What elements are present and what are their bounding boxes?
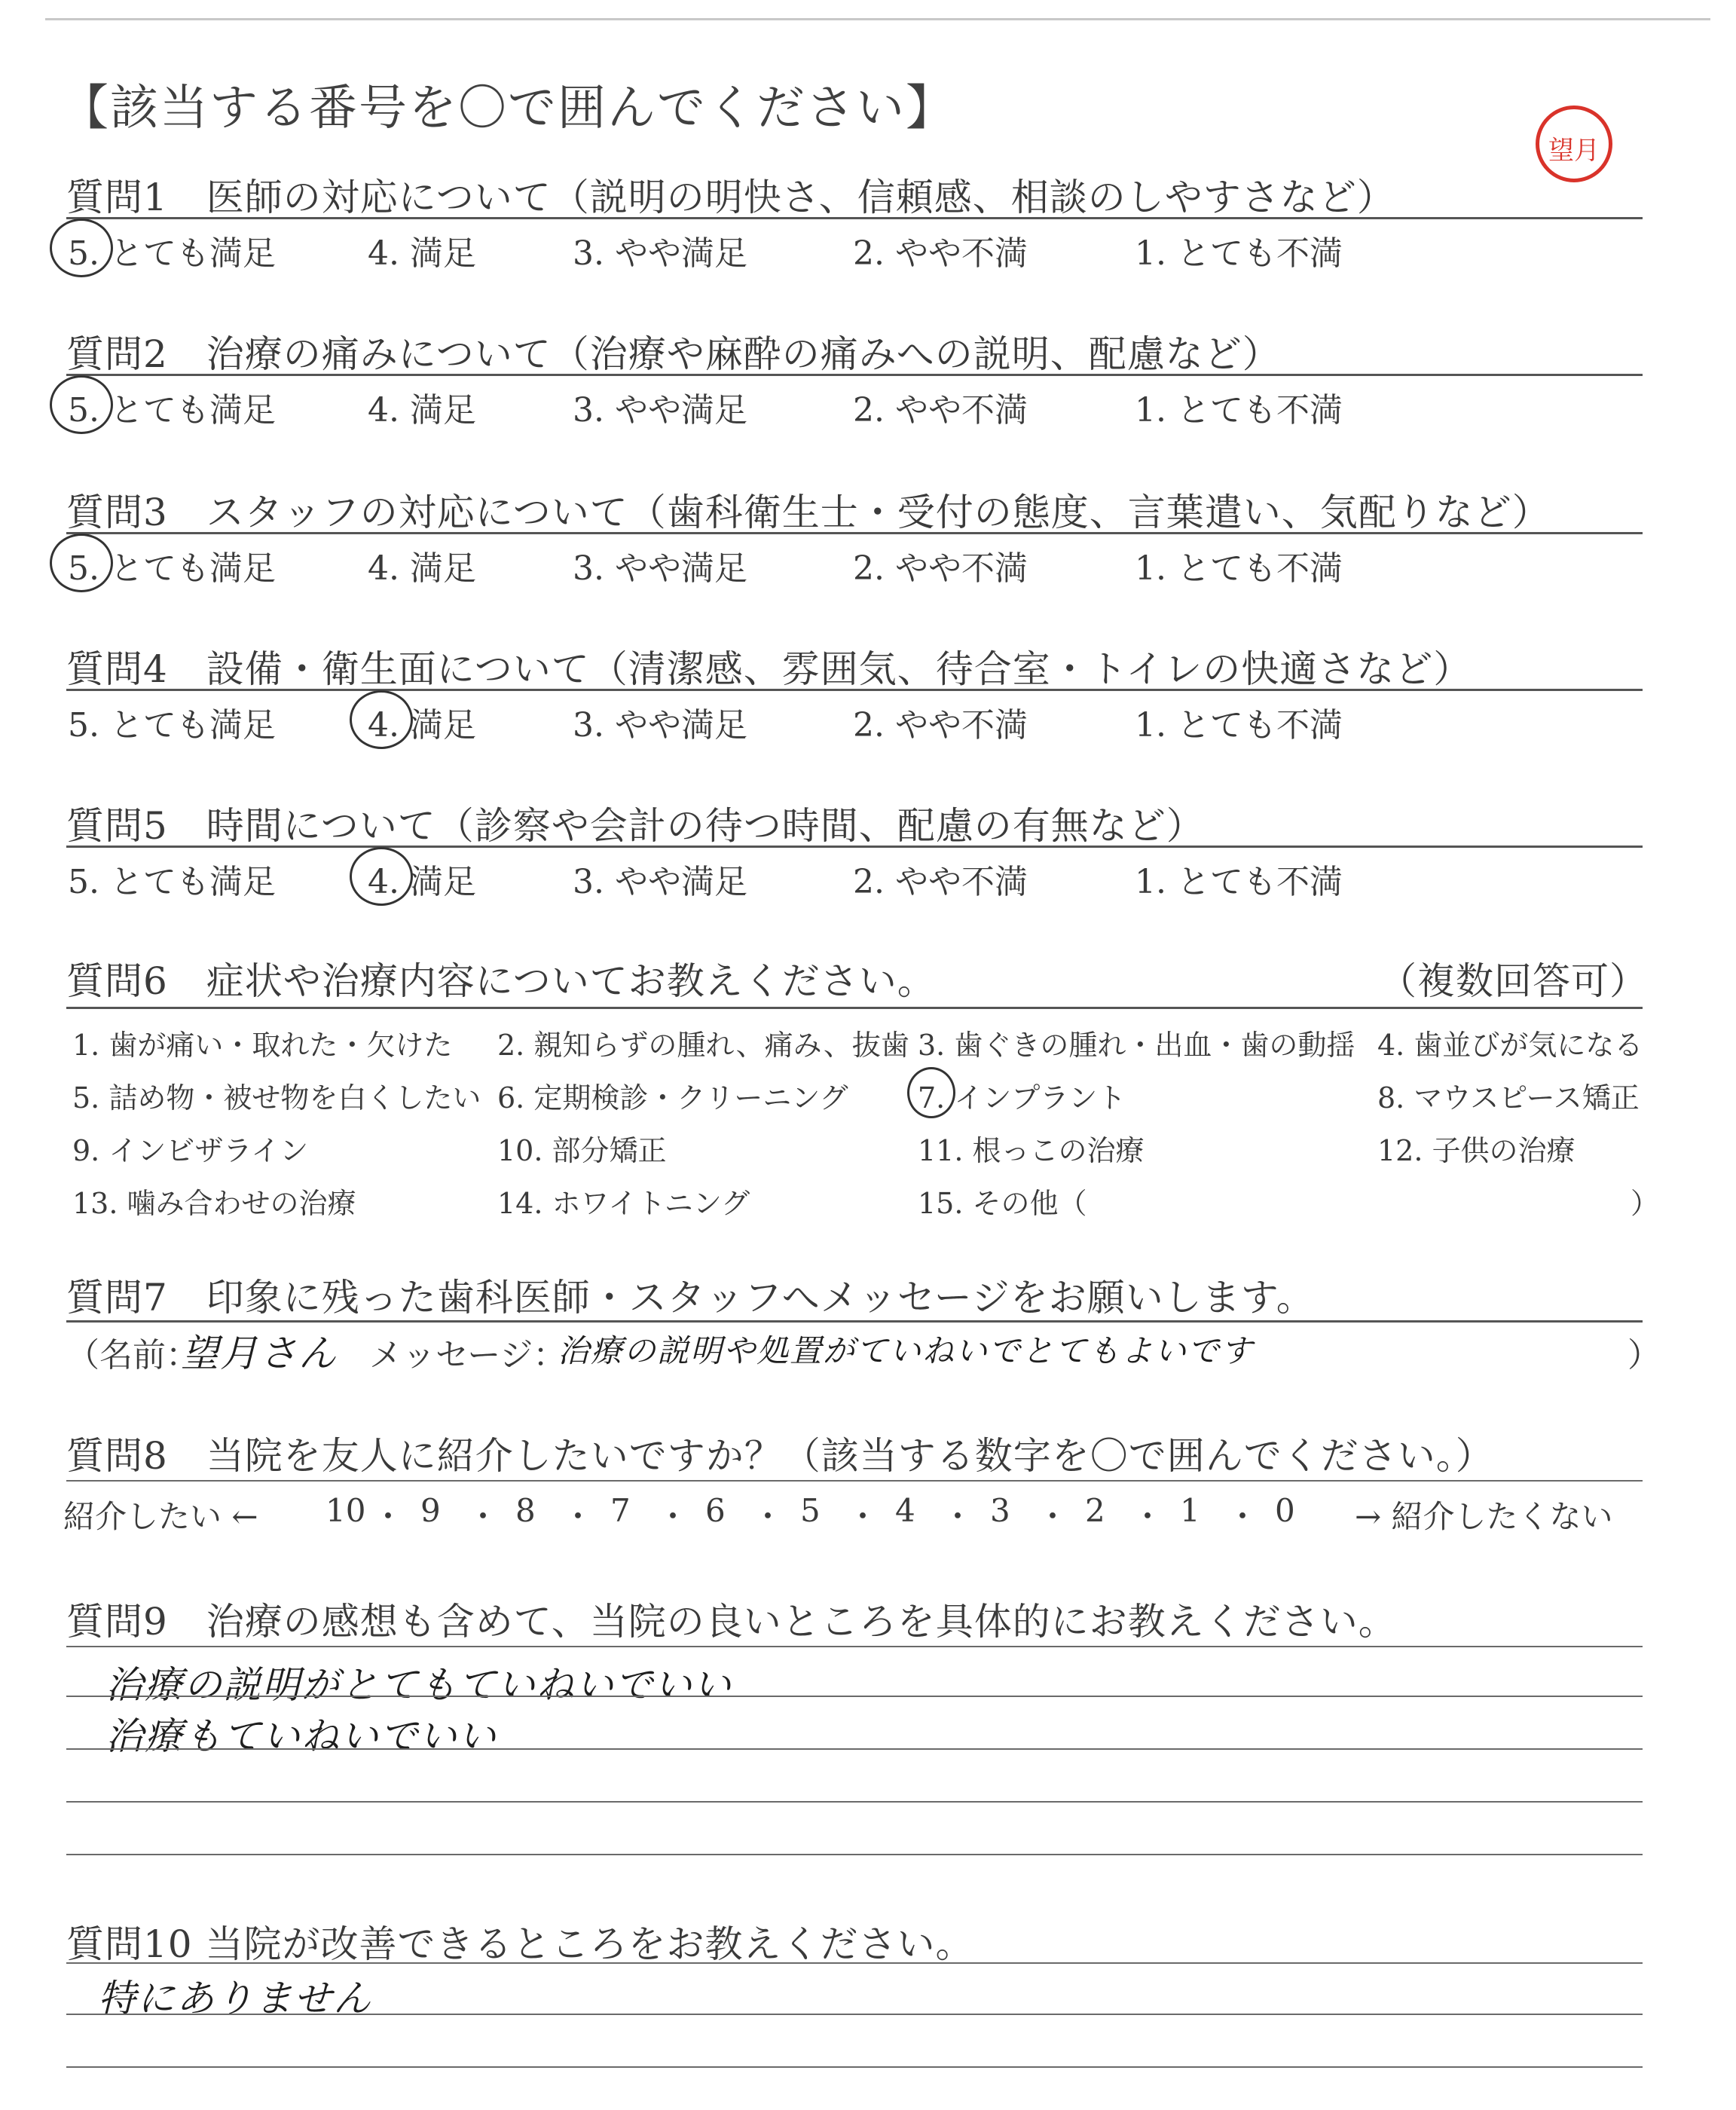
q5-selection-circle	[350, 847, 413, 906]
seal-char: 望月	[1548, 136, 1600, 166]
q8-rule	[66, 1480, 1643, 1482]
q6-option-11[interactable]: 11. 根っこの治療	[918, 1134, 1145, 1167]
q3-option-2[interactable]: 2. やや不満	[853, 549, 1028, 588]
q1-option-4[interactable]: 4. 満足	[368, 234, 476, 273]
q8-score-2[interactable]: 2	[1085, 1492, 1105, 1529]
q9-line-5	[66, 1854, 1643, 1855]
q1-option-5[interactable]: 5. とても満足	[68, 234, 276, 273]
q4-option-1[interactable]: 1. とても不満	[1135, 706, 1343, 745]
q6-option-9[interactable]: 9. インビザライン	[72, 1134, 309, 1167]
q7-close-paren: ）	[1628, 1336, 1661, 1375]
q6-title: 質問6 症状や治療内容についてお教えください。	[66, 959, 936, 1003]
q9-line-2	[66, 1696, 1643, 1697]
q3-option-1[interactable]: 1. とても不満	[1135, 549, 1343, 588]
q6-option-15[interactable]: 15. その他（	[918, 1187, 1087, 1220]
q10-answer-1[interactable]: 特にありません	[98, 1977, 372, 2020]
q2-option-3[interactable]: 3. やや満足	[573, 391, 747, 430]
q8-separator: ・	[467, 1498, 500, 1535]
q6-selection-circle	[907, 1067, 955, 1118]
q5-rule	[66, 846, 1643, 848]
q7-message-label: メッセージ：	[369, 1336, 567, 1375]
q6-option-7[interactable]: 7. インプラント	[918, 1081, 1126, 1115]
q2-title: 質問2 治療の痛みについて（治療や麻酔の痛みへの説明、配慮など）	[66, 332, 1281, 376]
q6-other-close-paren: ）	[1631, 1187, 1660, 1220]
q6-option-12[interactable]: 12. 子供の治療	[1377, 1134, 1576, 1167]
q8-score-0[interactable]: 0	[1275, 1492, 1295, 1529]
q2-selection-circle	[50, 375, 113, 434]
q7-name-label: （名前：	[66, 1336, 199, 1375]
q6-option-13[interactable]: 13. 噛み合わせの治療	[72, 1187, 356, 1220]
q8-score-3[interactable]: 3	[990, 1492, 1010, 1529]
q8-left-label: 紹介したい ←	[63, 1498, 258, 1535]
q6-rule	[66, 1007, 1643, 1009]
q5-option-5[interactable]: 5. とても満足	[68, 863, 276, 901]
q1-selection-circle	[50, 219, 113, 277]
name-seal-stamp	[1536, 106, 1612, 182]
q1-option-3[interactable]: 3. やや満足	[573, 234, 747, 273]
q4-option-4[interactable]: 4. 満足	[368, 706, 476, 745]
q5-option-2[interactable]: 2. やや不満	[853, 863, 1028, 901]
q6-option-1[interactable]: 1. 歯が痛い・取れた・欠けた	[72, 1029, 453, 1062]
q3-title: 質問3 スタッフの対応について（歯科衛生士・受付の態度、言葉遣い、気配りなど）	[66, 491, 1551, 534]
q8-separator: ・	[847, 1498, 879, 1535]
q7-rule	[66, 1320, 1643, 1323]
q9-answer-2[interactable]: 治療もていねいでいい	[105, 1714, 497, 1758]
q8-separator: ・	[1037, 1498, 1069, 1535]
q8-separator: ・	[1132, 1498, 1164, 1535]
q3-selection-circle	[50, 534, 113, 592]
q4-title: 質問4 設備・衛生面について（清潔感、雰囲気、待合室・トイレの快適さなど）	[66, 647, 1472, 691]
q10-title: 質問10 当院が改善できるところをお教えください。	[66, 1922, 974, 1966]
q2-option-2[interactable]: 2. やや不満	[853, 391, 1028, 430]
q8-separator: ・	[1227, 1498, 1259, 1535]
q8-separator: ・	[752, 1498, 784, 1535]
q8-score-7[interactable]: 7	[610, 1492, 631, 1529]
q9-line-4	[66, 1801, 1643, 1803]
q6-option-8[interactable]: 8. マウスピース矯正	[1377, 1081, 1640, 1115]
q8-separator: ・	[372, 1498, 405, 1535]
q4-selection-circle	[350, 690, 413, 749]
q9-line-1	[66, 1646, 1643, 1647]
q6-option-6[interactable]: 6. 定期検診・クリーニング	[497, 1081, 848, 1115]
q6-option-5[interactable]: 5. 詰め物・被せ物を白くしたい	[72, 1081, 481, 1115]
q4-option-3[interactable]: 3. やや満足	[573, 706, 747, 745]
form-heading: 【該当する番号を〇で囲んでください】	[60, 81, 955, 136]
q7-title: 質問7 印象に残った歯科医師・スタッフへメッセージをお願いします。	[66, 1276, 1315, 1320]
q5-title: 質問5 時間について（診察や会計の待つ時間、配慮の有無など）	[66, 804, 1205, 848]
q9-line-3	[66, 1748, 1643, 1750]
q9-answer-1[interactable]: 治療の説明がとてもていねいでいい	[105, 1663, 732, 1707]
q10-line-1	[66, 1962, 1643, 1964]
q7-name-value[interactable]: 望月さん	[181, 1332, 338, 1375]
q10-line-2	[66, 2014, 1643, 2015]
q8-score-10[interactable]: 10	[326, 1492, 366, 1529]
page-top-border	[45, 18, 1710, 20]
q4-rule	[66, 689, 1643, 691]
q6-option-10[interactable]: 10. 部分矯正	[497, 1134, 667, 1167]
q5-option-4[interactable]: 4. 満足	[368, 863, 476, 901]
q3-option-5[interactable]: 5. とても満足	[68, 549, 276, 588]
q1-option-1[interactable]: 1. とても不満	[1135, 234, 1343, 273]
q4-option-2[interactable]: 2. やや不満	[853, 706, 1028, 745]
q3-option-3[interactable]: 3. やや満足	[573, 549, 747, 588]
q5-option-3[interactable]: 3. やや満足	[573, 863, 747, 901]
q2-option-5[interactable]: 5. とても満足	[68, 391, 276, 430]
q4-option-5[interactable]: 5. とても満足	[68, 706, 276, 745]
q2-option-4[interactable]: 4. 満足	[368, 391, 476, 430]
q8-score-5[interactable]: 5	[800, 1492, 821, 1529]
q8-separator: ・	[562, 1498, 594, 1535]
q8-title: 質問8 当院を友人に紹介したいですか？（該当する数字を〇で囲んでください。）	[66, 1434, 1494, 1478]
q3-rule	[66, 532, 1643, 534]
q1-rule	[66, 217, 1643, 219]
q8-separator: ・	[942, 1498, 974, 1535]
q1-option-2[interactable]: 2. やや不満	[853, 234, 1028, 273]
q8-score-1[interactable]: 1	[1180, 1492, 1200, 1529]
q6-option-2[interactable]: 2. 親知らずの腫れ、痛み、抜歯	[497, 1029, 909, 1062]
q5-option-1[interactable]: 1. とても不満	[1135, 863, 1343, 901]
q8-score-6[interactable]: 6	[705, 1492, 726, 1529]
q10-line-3	[66, 2066, 1643, 2068]
q7-message-value[interactable]: 治療の説明や処置がていねいでとてもよいです	[558, 1332, 1255, 1369]
q8-score-8[interactable]: 8	[515, 1492, 536, 1529]
q8-score-9[interactable]: 9	[420, 1492, 441, 1529]
q3-option-4[interactable]: 4. 満足	[368, 549, 476, 588]
q8-right-label: → 紹介したくない	[1355, 1498, 1613, 1535]
q6-option-3[interactable]: 3. 歯ぐきの腫れ・出血・歯の動揺	[918, 1029, 1355, 1062]
q1-title: 質問1 医師の対応について（説明の明快さ、信頼感、相談のしやすさなど）	[66, 176, 1395, 219]
q6-note: （複数回答可）	[1379, 959, 1648, 1003]
q2-rule	[66, 374, 1643, 376]
q8-score-4[interactable]: 4	[895, 1492, 915, 1529]
q8-separator: ・	[657, 1498, 689, 1535]
q6-option-14[interactable]: 14. ホワイトニング	[497, 1187, 750, 1220]
q6-option-4[interactable]: 4. 歯並びが気になる	[1377, 1029, 1643, 1062]
q2-option-1[interactable]: 1. とても不満	[1135, 391, 1343, 430]
q9-title: 質問9 治療の感想も含めて、当院の良いところを具体的にお教えください。	[66, 1600, 1397, 1644]
